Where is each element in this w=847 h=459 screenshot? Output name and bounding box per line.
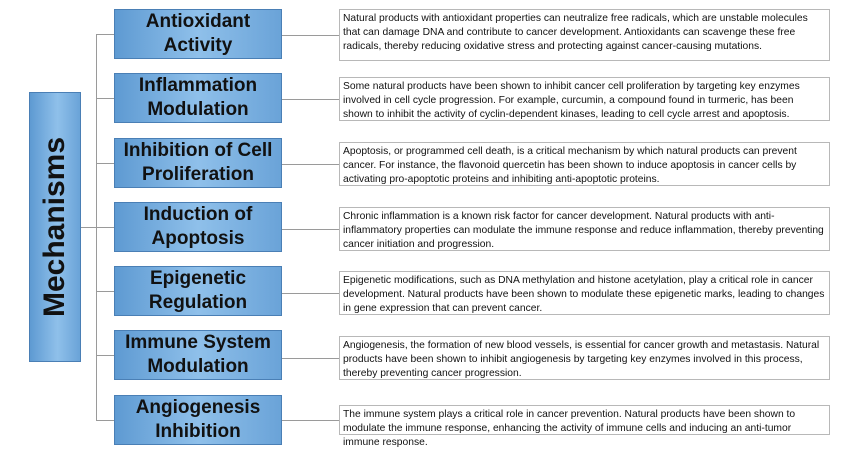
branch-connector [96, 227, 114, 228]
mechanism-title: Inflammation Modulation [138, 75, 258, 120]
mechanism-box [114, 73, 282, 123]
mechanism-box [114, 9, 282, 59]
branch-connector [96, 355, 114, 356]
mechanism-title: Epigenetic Regulation [148, 268, 248, 313]
root-connector [81, 227, 96, 228]
mechanism-description: Angiogenesis, the formation of new blood vessels, is essential for cancer growth and metastasis. Natural products have been shown to inhibit angiogenesis by targeting key enzymes involved in this process, thereby preventing cancer progression. [339, 336, 830, 380]
mechanism-box [114, 395, 282, 445]
mechanism-box [114, 266, 282, 316]
mechanism-description: Natural products with antioxidant properties can neutralize free radicals, which are unstable molecules that can damage DNA and contribute to cancer development. Antioxidants can scavenge these free radicals, thereby reducing oxidative stress and protecting against cancer-causing mutations. [339, 9, 830, 61]
description-connector [282, 229, 339, 230]
mechanism-box [114, 330, 282, 380]
mechanism-title: Antioxidant Activity [145, 11, 251, 56]
mechanism-description: Some natural products have been shown to inhibit cancer cell proliferation by targeting key enzymes involved in cell cycle progression. For example, curcumin, a compound found in turmeric, has been shown to inhibit the activity of cyclin-dependent kinases, leading to cell cycle arrest and apoptosis. [339, 77, 830, 121]
mechanism-description: Epigenetic modifications, such as DNA methylation and histone acetylation, play a critical role in cancer development. Natural products have been shown to modulate these epigenetic marks, leading to changes in gene expression that can prevent cancer. [339, 271, 830, 315]
mechanism-description: The immune system plays a critical role in cancer prevention. Natural products have been shown to modulate the immune response, enhancing the activity of immune cells and inducing an anti-tumor immune response. [339, 405, 830, 435]
branch-connector [96, 420, 114, 421]
description-connector [282, 293, 339, 294]
mechanism-description: Chronic inflammation is a known risk factor for cancer development. Natural products with anti-inflammatory properties can modulate the immune response and reduce inflammation, thereby preventing cancer initiation and progression. [339, 207, 830, 251]
description-connector [282, 99, 339, 100]
branch-connector [96, 98, 114, 99]
mechanism-box [114, 202, 282, 252]
mechanism-title: Immune System Modulation [125, 332, 271, 377]
description-connector [282, 164, 339, 165]
branch-connector [96, 291, 114, 292]
mechanism-title: Induction of Apoptosis [143, 204, 253, 249]
mechanisms-root-label: Mechanisms [38, 136, 72, 318]
mechanism-description: Apoptosis, or programmed cell death, is a critical mechanism by which natural products can prevent cancer. For instance, the flavonoid quercetin has been shown to induce apoptosis in cancer cells by activating pro-apoptotic proteins and inhibiting anti-apoptotic proteins. [339, 142, 830, 186]
description-connector [282, 35, 339, 36]
branch-connector [96, 163, 114, 164]
branch-connector [96, 34, 114, 35]
mechanisms-root-box [29, 92, 81, 362]
mechanism-title: Angiogenesis Inhibition [135, 397, 261, 442]
mechanism-box [114, 138, 282, 188]
mechanism-title: Inhibition of Cell Proliferation [123, 140, 273, 185]
description-connector [282, 358, 339, 359]
description-connector [282, 420, 339, 421]
